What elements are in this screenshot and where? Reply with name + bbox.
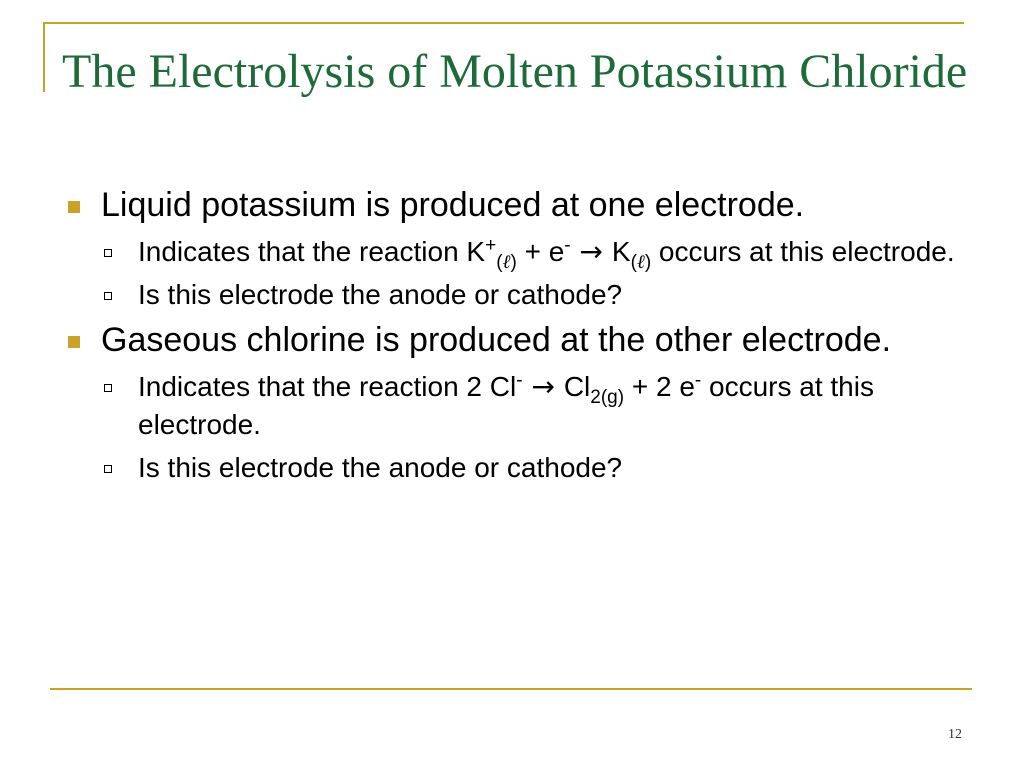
state-open: ( (630, 252, 637, 273)
liquid-state-symbol: ℓ (502, 251, 511, 273)
hollow-square-bullet-icon (104, 249, 112, 257)
subbullet-text: Is this electrode the anode or cathode? (138, 279, 623, 310)
reaction-arrow: → (522, 370, 564, 403)
bullet-text: Liquid potassium is produced at one electrode. (101, 186, 805, 224)
reaction-product: K (611, 236, 631, 267)
hollow-square-bullet-icon (104, 465, 112, 473)
slide-frame-top-rule (43, 22, 964, 24)
bullet-potassium (62, 184, 962, 226)
state-subscript (631, 252, 652, 273)
slide-title: The Electrolysis of Molten Potassium Chloride (62, 45, 968, 98)
slide-page-number: 12 (948, 727, 962, 742)
ion-charge: + (485, 235, 497, 256)
hollow-square-bullet-icon (104, 292, 112, 300)
product-subscript: 2(g) (590, 387, 625, 408)
reaction-text-after: occurs at this electrode. (138, 371, 874, 440)
reaction-text-before: Indicates that the reaction 2 Cl (138, 371, 517, 402)
ion-charge: - (516, 370, 523, 391)
state-close: ) (510, 252, 517, 273)
subbullet-chlorine-reaction (62, 368, 962, 444)
subbullet-text (138, 235, 955, 273)
reaction-text-after: occurs at this electrode. (651, 236, 955, 267)
subbullet-text: Is this electrode the anode or cathode? (138, 452, 623, 483)
state-open: ( (496, 252, 503, 273)
subbullet-chlorine-question (62, 449, 962, 487)
bullet-chlorine (62, 319, 962, 361)
bullet-text: Gaseous chlorine is produced at the other electrode. (101, 321, 892, 359)
subbullet-text (138, 371, 874, 440)
hollow-square-bullet-icon (104, 384, 112, 392)
reaction-product: Cl (563, 371, 591, 402)
liquid-state-symbol: ℓ (636, 251, 645, 273)
plus-electrons: + 2 e (624, 371, 695, 402)
electron-charge: - (564, 235, 571, 256)
electron-charge: - (694, 370, 702, 391)
reaction-text-before: Indicates that the reaction K (138, 236, 486, 267)
slide-footer-rule (50, 688, 972, 690)
state-close: ) (644, 252, 652, 273)
subbullet-potassium-question (62, 276, 962, 314)
subbullet-potassium-reaction (62, 233, 962, 271)
reaction-arrow: → (570, 235, 612, 268)
slide-frame-left-rule (43, 22, 45, 92)
square-bullet-icon (68, 201, 80, 213)
square-bullet-icon (68, 336, 80, 348)
slide-body (62, 184, 962, 492)
state-subscript (496, 252, 517, 273)
plus-electron: + e (516, 236, 565, 267)
